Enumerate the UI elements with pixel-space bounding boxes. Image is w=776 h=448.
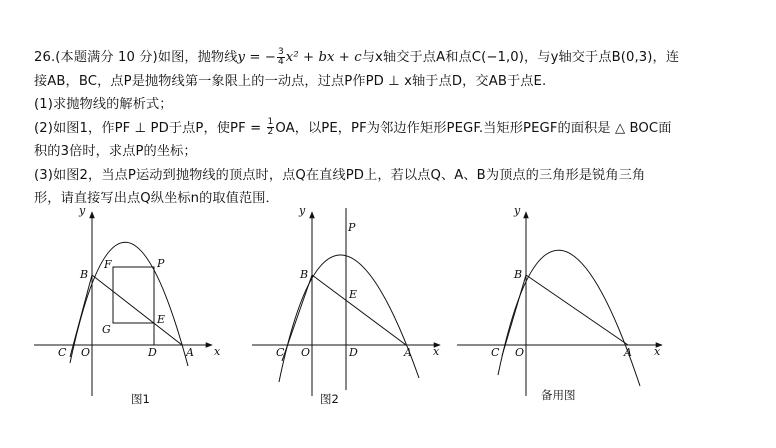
label-e: E xyxy=(349,288,358,301)
label-d: D xyxy=(148,346,157,359)
intro-text: 如图，抛物线 xyxy=(157,50,238,65)
part-3-line-2: 形，请直接写出点Q纵坐标n的取值范围． xyxy=(34,191,279,206)
figure-1-labels xyxy=(58,204,221,406)
label-f: F xyxy=(104,258,112,271)
part-2-text: (2)如图1，作PF ⊥ PD于点P，使PF = xyxy=(34,120,266,136)
equation-lhs: y = − xyxy=(237,50,276,65)
label-b: B xyxy=(300,268,309,281)
intro-text-continued: 与x轴交于点A和点C(−1,0)，与y轴交于点B(0,3)，连 xyxy=(361,50,680,65)
label-x: x xyxy=(433,345,440,358)
label-o: O xyxy=(81,346,91,359)
label-y: y xyxy=(514,204,521,217)
fraction-numerator: 3 xyxy=(277,46,284,57)
label-d: D xyxy=(349,346,358,359)
label-o: O xyxy=(515,346,525,359)
problem-number: 26. xyxy=(34,50,56,65)
label-y: y xyxy=(79,204,86,217)
label-c: C xyxy=(58,346,67,359)
label-g: G xyxy=(102,323,111,336)
label-a: A xyxy=(404,346,412,359)
label-b: B xyxy=(514,268,523,281)
label-o: O xyxy=(301,346,311,359)
fraction-numerator: 1 xyxy=(267,117,274,127)
label-c: C xyxy=(491,346,500,359)
part-1: (1)求抛物线的解析式； xyxy=(34,97,173,112)
caption-figure-1: 图1 xyxy=(131,392,150,406)
figure-2 xyxy=(252,208,440,396)
label-a: A xyxy=(624,346,632,359)
label-x: x xyxy=(214,345,221,358)
label-b: B xyxy=(80,268,89,281)
part-2-line-2: 积的3倍时，求点P的坐标； xyxy=(34,144,197,159)
part-2-text-continued: OA，以PE，PF为邻边作矩形PEGF.当矩形PEGF的面积是 △ BOC面 xyxy=(275,120,672,136)
label-y: y xyxy=(299,204,306,217)
problem-line-2: 接AB，BC，点P是抛物线第一象限上的一动点，过点P作PD ⊥ x轴于点D，交AB于点E. xyxy=(34,73,547,89)
figure-3 xyxy=(457,212,662,396)
segment-bc xyxy=(502,275,526,356)
caption-figure-3: 备用图 xyxy=(541,388,576,402)
rectangle-pegf xyxy=(113,267,154,323)
equation-rhs: x² + bx + c xyxy=(285,50,362,65)
segment-ab xyxy=(526,275,628,345)
label-c: C xyxy=(276,346,285,359)
part-3: (3)如图2，当点P运动到抛物线的顶点时，点Q在直线PD上，若以点Q、A、B为顶点的三角形是锐角三角 xyxy=(34,167,646,183)
score-note: (本题满分 10 分) xyxy=(55,50,158,65)
segment-ab xyxy=(312,275,406,345)
label-p: P xyxy=(348,221,356,234)
label-p: P xyxy=(157,257,165,270)
figure-1 xyxy=(34,212,212,396)
label-e: E xyxy=(157,313,166,326)
fraction-denominator: 2 xyxy=(267,127,274,137)
label-x: x xyxy=(654,345,661,358)
fraction-denominator: 4 xyxy=(277,56,284,67)
label-a: A xyxy=(186,346,194,359)
caption-figure-2: 图2 xyxy=(320,392,339,406)
figure-2-labels xyxy=(276,204,440,406)
